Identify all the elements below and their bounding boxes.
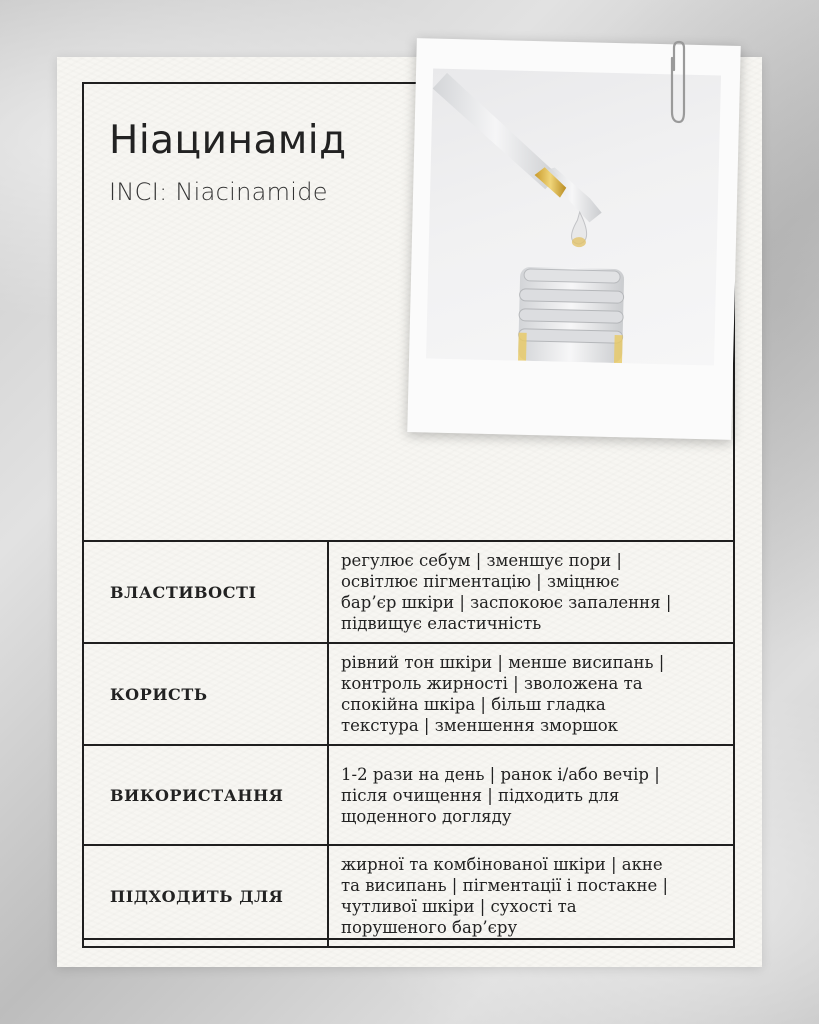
row-label: ВИКОРИСТАННЯ xyxy=(83,745,328,845)
table-row xyxy=(83,541,734,643)
row-value xyxy=(328,541,734,643)
row-value xyxy=(328,845,734,947)
value-line: бар’єр шкіри | заспокоює запалення | xyxy=(341,593,672,612)
table-row xyxy=(83,643,734,745)
row-label: КОРИСТЬ xyxy=(83,643,328,745)
polaroid-photo xyxy=(407,38,741,440)
row-value xyxy=(328,643,734,745)
inci-name: INCI: Niacinamide xyxy=(109,178,328,206)
paperclip-icon xyxy=(668,40,690,126)
value-line: текстура | зменшення зморшок xyxy=(341,716,618,735)
value-line: щоденного догляду xyxy=(341,806,512,826)
row-value xyxy=(328,745,734,845)
value-line: контроль жирності | зволожена та xyxy=(341,674,643,693)
value-line: спокійна шкіра | більш гладка xyxy=(341,695,606,714)
value-line: рівний тон шкіри | менше висипань | xyxy=(341,653,665,672)
value-line: після очищення | підходить для xyxy=(341,785,620,805)
row-label: ПІДХОДИТЬ ДЛЯ xyxy=(83,845,328,947)
value-line: регулює себум | зменшує пори | xyxy=(341,551,622,570)
properties-table xyxy=(82,540,735,948)
value-line: порушеного бар’єру xyxy=(341,918,518,937)
table-row xyxy=(83,845,734,947)
value-line: підвищує еластичність xyxy=(341,614,542,633)
value-line: освітлює пігментацію | зміцнює xyxy=(341,572,620,591)
page-title: Ніацинамід xyxy=(109,118,347,163)
value-line: чутливої шкіри | сухості та xyxy=(341,897,577,916)
value-line: жирної та комбінованої шкіри | акне xyxy=(341,855,663,874)
row-label: ВЛАСТИВОСТІ xyxy=(83,541,328,643)
table-row xyxy=(83,745,734,845)
value-line: 1-2 рази на день | ранок і/або вечір | xyxy=(341,764,660,784)
value-line: та висипань | пігментації і постакне | xyxy=(341,876,669,895)
